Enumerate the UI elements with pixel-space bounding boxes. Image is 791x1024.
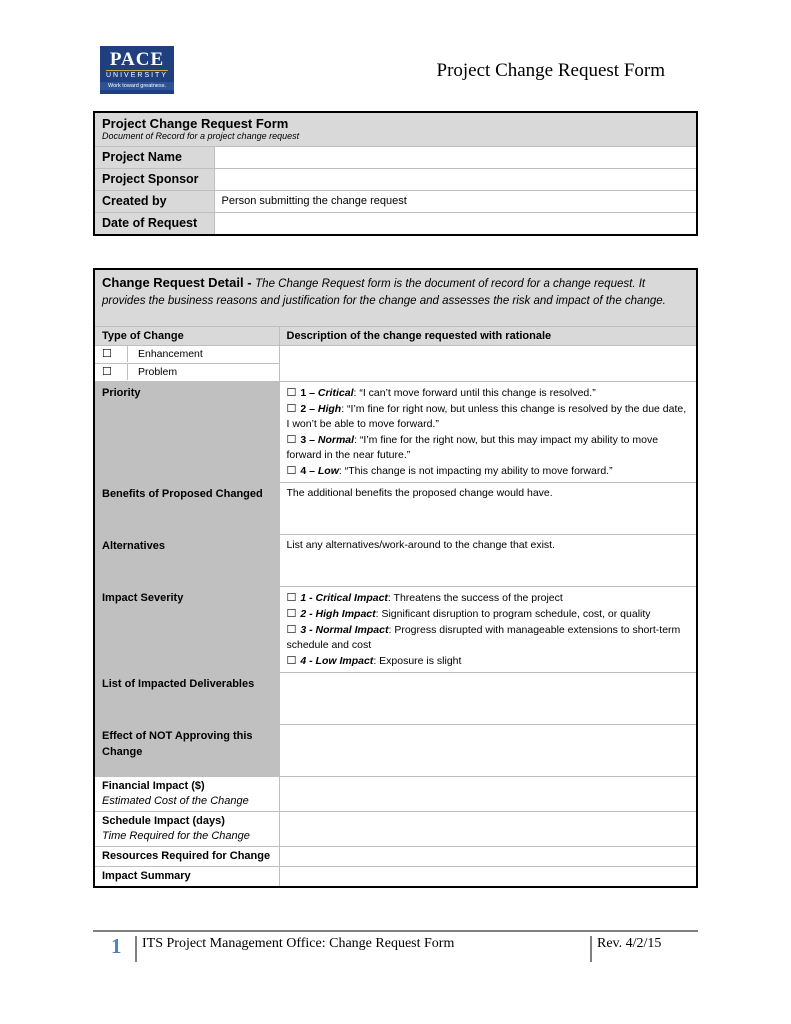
severity-num-2: 2 - bbox=[300, 608, 316, 620]
priority-text-2: : “I’m fine for right now, but unless this change is resolved by the due date, I won’t be able to move forward.” bbox=[286, 403, 687, 430]
change-request-detail-table bbox=[93, 268, 698, 888]
impact-summary-field[interactable] bbox=[279, 867, 697, 888]
change-request-detail-header bbox=[94, 269, 697, 327]
priority-text-1: : “I can’t move forward until this change is resolved.” bbox=[353, 387, 596, 399]
project-name-field[interactable] bbox=[214, 147, 697, 169]
priority-name-normal: Normal bbox=[317, 434, 355, 446]
priority-name-critical: Critical bbox=[317, 387, 354, 399]
severity-text-3: : Progress disrupted with manageable extensions to short-term schedule and cost bbox=[286, 624, 681, 651]
severity-checkbox-2[interactable]: ☐ bbox=[286, 607, 297, 620]
financial-impact-title: Financial Impact ($) bbox=[102, 780, 205, 792]
impact-severity-label: Impact Severity bbox=[94, 587, 279, 673]
impacted-deliverables-field[interactable] bbox=[279, 673, 697, 725]
document-title: Project Change Request Form bbox=[436, 60, 665, 81]
form-title: Project Change Request Form bbox=[102, 116, 289, 131]
page-number: 1 bbox=[111, 934, 122, 958]
severity-name-normal: Normal Impact bbox=[315, 624, 389, 636]
priority-num-3: 3 – bbox=[300, 434, 318, 446]
description-field[interactable] bbox=[279, 346, 697, 382]
priority-options bbox=[279, 382, 697, 483]
financial-impact-sub: Estimated Cost of the Change bbox=[102, 795, 249, 807]
priority-num-1: 1 – bbox=[300, 387, 318, 399]
severity-option-low[interactable] bbox=[287, 653, 690, 669]
severity-checkbox-1[interactable]: ☐ bbox=[286, 591, 297, 604]
priority-checkbox-4[interactable]: ☐ bbox=[286, 464, 297, 477]
severity-option-critical[interactable] bbox=[287, 590, 690, 606]
date-of-request-field[interactable] bbox=[214, 213, 697, 236]
priority-checkbox-3[interactable]: ☐ bbox=[286, 433, 297, 446]
created-by-field[interactable]: Person submitting the change request bbox=[214, 191, 697, 213]
date-of-request-label: Date of Request bbox=[94, 213, 214, 236]
severity-checkbox-3[interactable]: ☐ bbox=[286, 623, 297, 636]
detail-dash: - bbox=[243, 275, 256, 290]
project-sponsor-label: Project Sponsor bbox=[94, 169, 214, 191]
schedule-impact-label bbox=[94, 812, 279, 847]
severity-text-1: : Threatens the success of the project bbox=[387, 592, 563, 604]
priority-num-2: 2 – bbox=[300, 403, 318, 415]
page-footer bbox=[93, 930, 698, 962]
footer-revision: Rev. 4/2/15 bbox=[590, 936, 661, 962]
severity-num-3: 3 - bbox=[300, 624, 316, 636]
request-info-table bbox=[93, 111, 698, 236]
priority-option-critical[interactable] bbox=[287, 385, 690, 401]
priority-option-high[interactable] bbox=[287, 401, 690, 432]
severity-option-normal[interactable] bbox=[287, 622, 690, 653]
priority-option-low[interactable] bbox=[287, 463, 690, 479]
resources-required-field[interactable] bbox=[279, 847, 697, 867]
description-header: Description of the change requested with rationale bbox=[279, 327, 697, 346]
not-approving-label: Effect of NOT Approving this Change bbox=[94, 725, 279, 777]
priority-text-3: : “I’m fine for the right now, but this may impact my ability to move forward in the near future.” bbox=[286, 434, 659, 461]
priority-name-low: Low bbox=[317, 465, 339, 477]
severity-text-2: : Significant disruption to program schedule, cost, or quality bbox=[375, 608, 651, 620]
logo-tagline: Work toward greatness. bbox=[100, 82, 174, 90]
project-sponsor-field[interactable] bbox=[214, 169, 697, 191]
logo-university: UNIVERSITY bbox=[106, 72, 169, 79]
type-of-change-header: Type of Change bbox=[94, 327, 279, 346]
severity-num-1: 1 - bbox=[300, 592, 316, 604]
severity-checkbox-4[interactable]: ☐ bbox=[286, 654, 297, 667]
priority-option-normal[interactable] bbox=[287, 432, 690, 463]
created-by-label: Created by bbox=[94, 191, 214, 213]
not-approving-field[interactable] bbox=[279, 725, 697, 777]
project-name-label: Project Name bbox=[94, 147, 214, 169]
severity-name-critical: Critical Impact bbox=[315, 592, 388, 604]
severity-name-low: Low Impact bbox=[315, 655, 374, 667]
schedule-impact-field[interactable] bbox=[279, 812, 697, 847]
problem-checkbox[interactable]: ☐ bbox=[102, 365, 112, 378]
financial-impact-label bbox=[94, 777, 279, 812]
alternatives-field[interactable]: List any alternatives/work-around to the change that exist. bbox=[279, 535, 697, 587]
enhancement-checkbox[interactable]: ☐ bbox=[102, 347, 112, 360]
schedule-impact-sub: Time Required for the Change bbox=[102, 830, 250, 842]
schedule-impact-title: Schedule Impact (days) bbox=[102, 815, 225, 827]
severity-option-high[interactable] bbox=[287, 606, 690, 622]
benefits-label: Benefits of Proposed Changed bbox=[94, 483, 279, 535]
footer-title: ITS Project Management Office: Change Request Form bbox=[135, 936, 454, 962]
severity-name-high: High Impact bbox=[315, 608, 376, 620]
problem-label: Problem bbox=[138, 366, 178, 378]
impact-severity-options bbox=[279, 587, 697, 673]
enhancement-label: Enhancement bbox=[138, 348, 203, 360]
alternatives-label: Alternatives bbox=[94, 535, 279, 587]
priority-label: Priority bbox=[94, 382, 279, 483]
request-info-header bbox=[94, 112, 697, 147]
impact-summary-label: Impact Summary bbox=[94, 867, 279, 888]
severity-num-4: 4 - bbox=[300, 655, 316, 667]
detail-title: Change Request Detail bbox=[102, 275, 244, 290]
type-problem-row[interactable] bbox=[94, 364, 279, 382]
priority-name-high: High bbox=[317, 403, 342, 415]
logo-wordmark: PACE bbox=[109, 49, 165, 70]
priority-text-4: : “This change is not impacting my ability to move forward.” bbox=[338, 465, 613, 477]
type-enhancement-row[interactable] bbox=[94, 346, 279, 364]
pace-university-logo bbox=[100, 46, 174, 94]
priority-checkbox-1[interactable]: ☐ bbox=[286, 386, 297, 399]
resources-required-label: Resources Required for Change bbox=[94, 847, 279, 867]
financial-impact-field[interactable] bbox=[279, 777, 697, 812]
detail-intro: The Change Request form is the document of record for a change request. It provides the business reasons and justification for the change and assesses the risk and impact of the change. bbox=[102, 278, 666, 307]
impacted-deliverables-label: List of Impacted Deliverables bbox=[94, 673, 279, 725]
benefits-field[interactable]: The additional benefits the proposed change would have. bbox=[279, 483, 697, 535]
form-subtitle: Document of Record for a project change request bbox=[102, 131, 300, 141]
severity-text-4: : Exposure is slight bbox=[373, 655, 462, 667]
priority-num-4: 4 – bbox=[300, 465, 318, 477]
priority-checkbox-2[interactable]: ☐ bbox=[286, 402, 297, 415]
